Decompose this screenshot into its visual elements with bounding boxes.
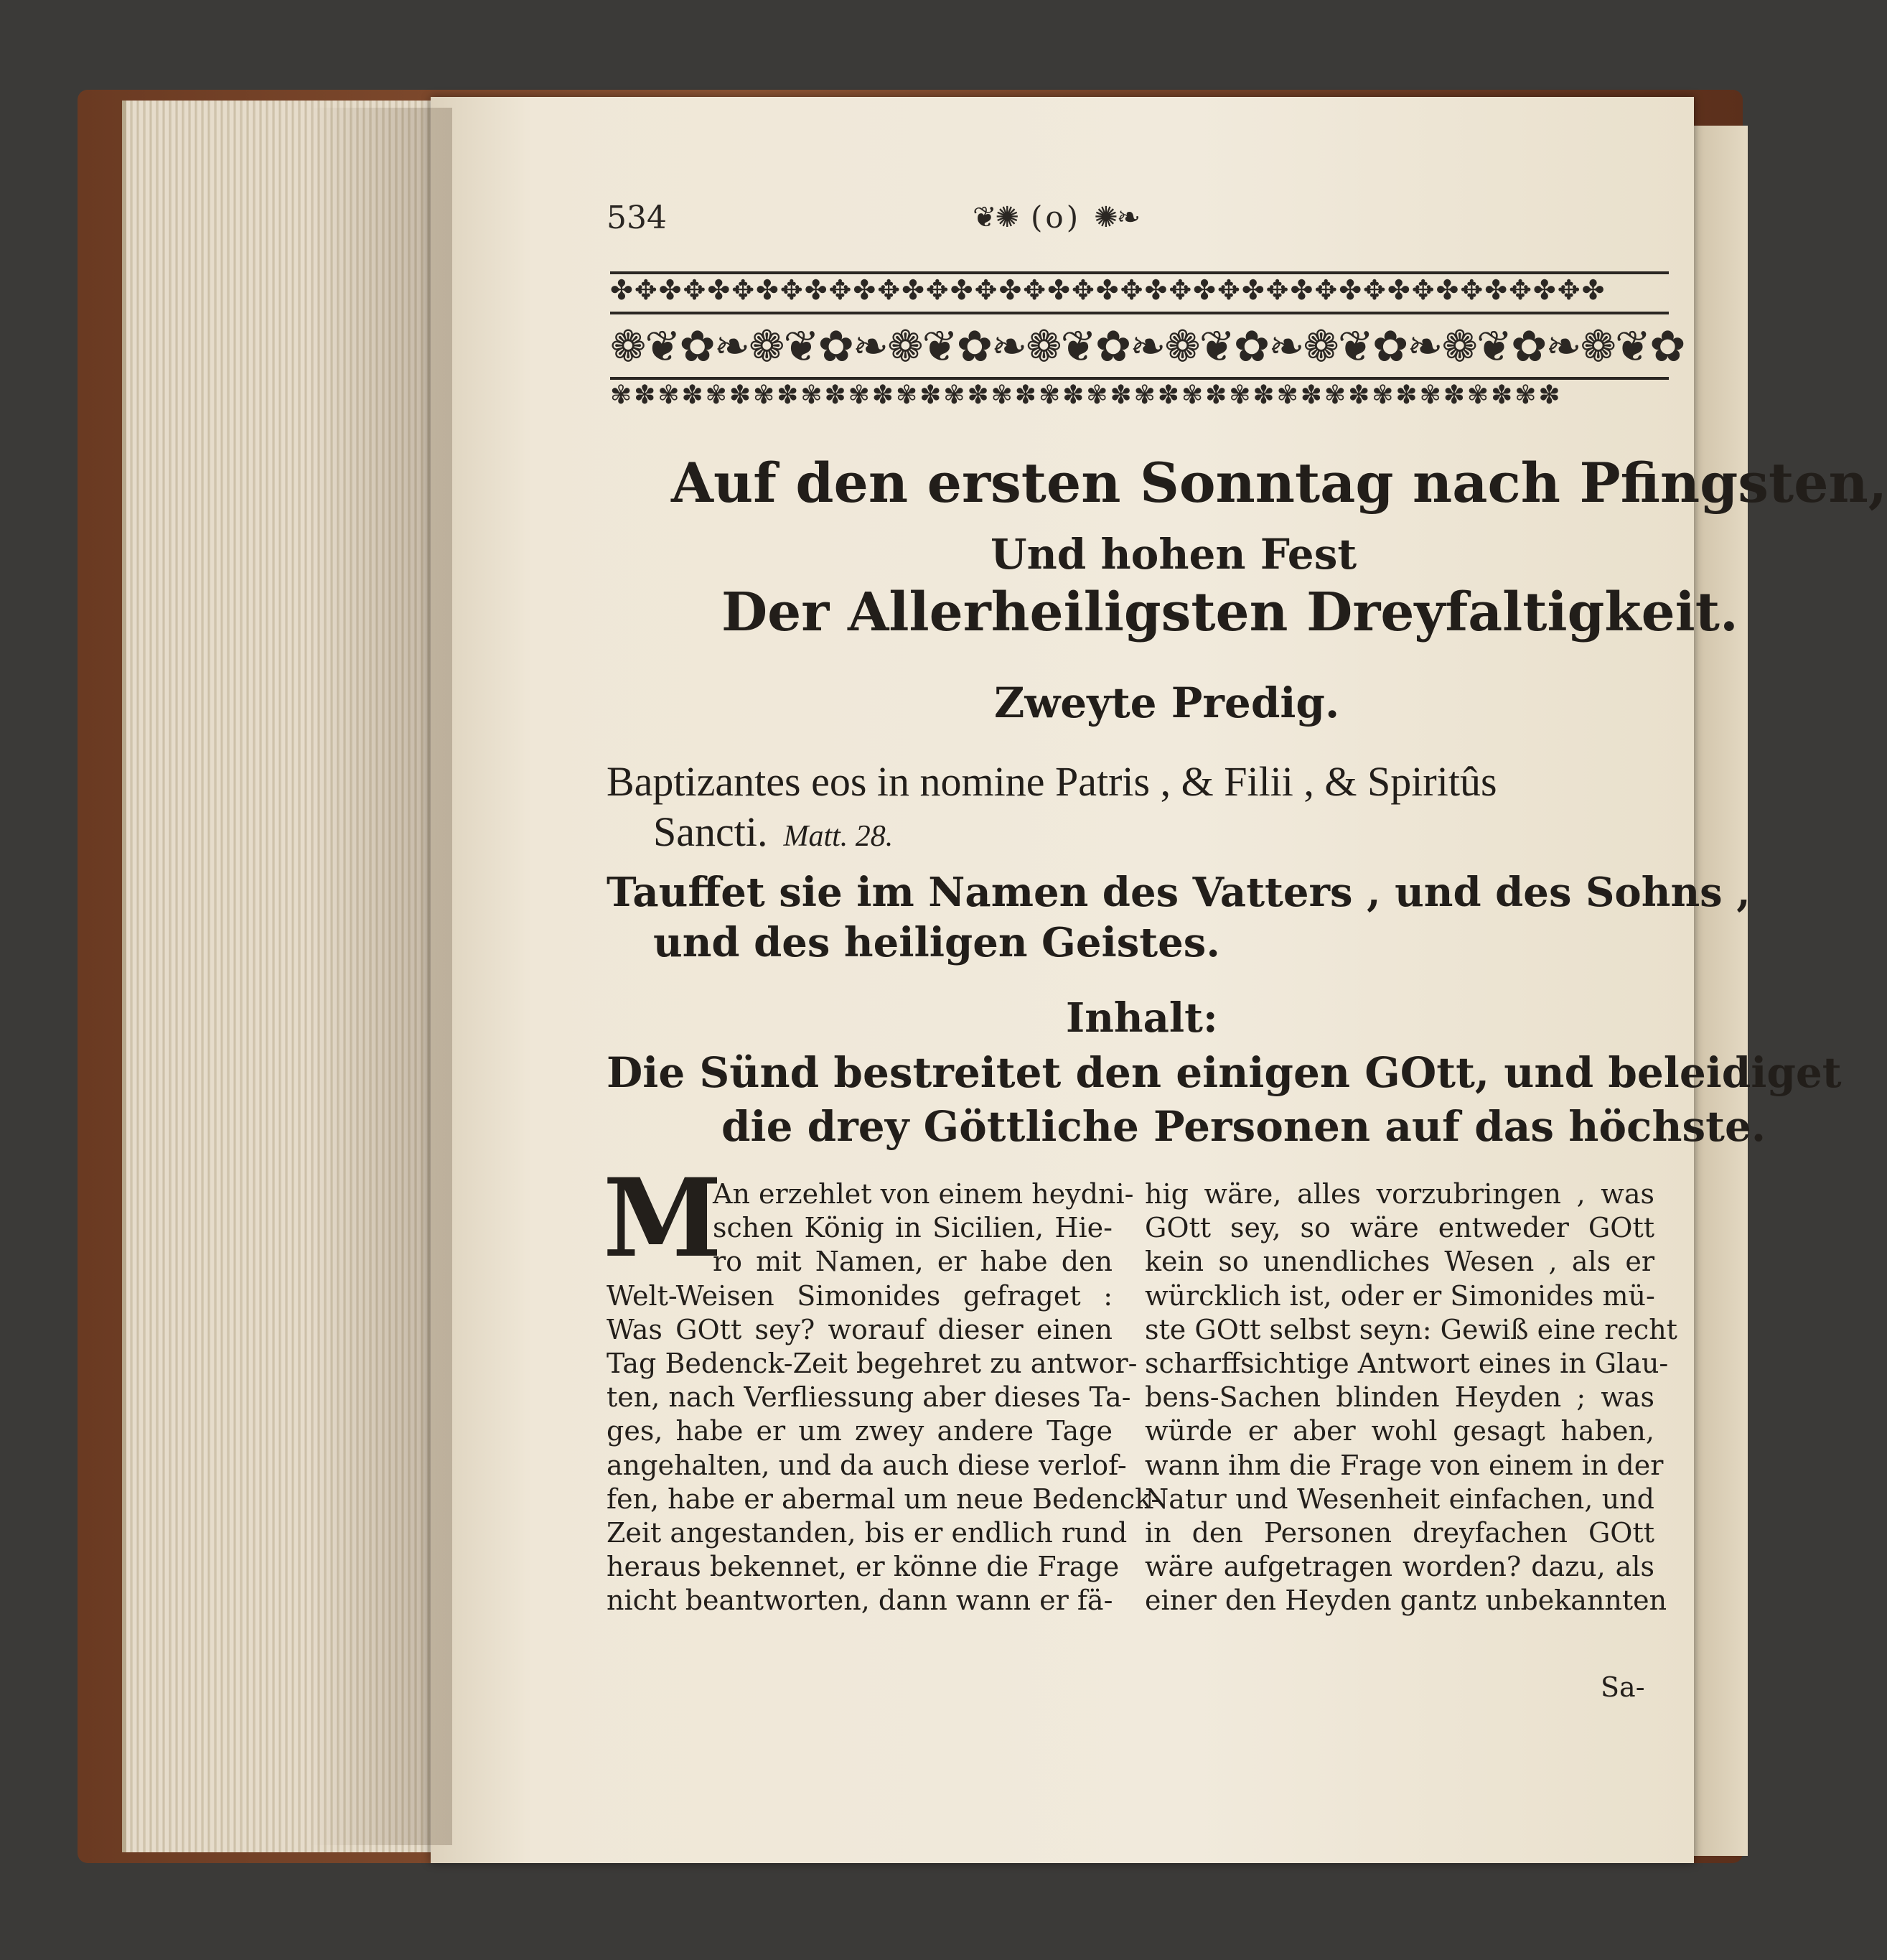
- catchword: Sa-: [1601, 1671, 1645, 1703]
- running-head: [973, 200, 1303, 235]
- text-line: ste GOtt selbst seyn: Gewiß eine recht: [1145, 1313, 1677, 1345]
- sermon-number: Zweyte Predig.: [994, 678, 1340, 727]
- text-line: fen, habe er abermal um neue Bedenck-: [607, 1483, 1161, 1515]
- text-line: heraus bekennet, er könne die Frage: [607, 1551, 1120, 1583]
- text-line: angehalten, und da auch diese verlof-: [607, 1449, 1127, 1481]
- text-line: Tag Bedenck-Zeit begehret zu antwor-: [607, 1347, 1138, 1379]
- text-line: GOtt sey, so wäre entweder GOtt: [1145, 1212, 1654, 1244]
- ornament-band-floral-icon: ❁❦✿❧❁❦✿❧❁❦✿❧❁❦✿❧❁❦✿❧❁❦✿❧❁❦✿❧❁❦✿: [610, 322, 1685, 372]
- latin-verse-line-1: Baptizantes eos in nomine Patris , & Filii , & Spiritûs: [607, 758, 1497, 805]
- running-head-text: (o): [1031, 200, 1082, 235]
- text-line: nicht beantworten, dann wann er fä-: [607, 1585, 1113, 1617]
- text-line: bens-Sachen blinden Heyden ; was: [1145, 1381, 1654, 1414]
- text-line: Natur und Wesenheit einfachen, und: [1145, 1483, 1654, 1515]
- text-line: wann ihm die Frage von einem in der: [1145, 1449, 1664, 1481]
- heading-line-1: Auf den ersten Sonntag nach Pfingsten,: [671, 451, 1887, 515]
- text-line: Welt-Weisen Simonides gefraget :: [607, 1279, 1113, 1312]
- latin-verse-line-2: [653, 808, 893, 856]
- text-line: würcklich ist, oder er Simonides mü-: [1145, 1279, 1655, 1312]
- scripture-citation: Matt. 28.: [783, 820, 894, 853]
- facing-page-edge: [1690, 126, 1748, 1856]
- summary-line-1: Die Sünd bestreitet den einigen GOtt, und beleidiget: [607, 1048, 1842, 1097]
- text-line: scharffsichtige Antwort eines in Glau-: [1145, 1347, 1669, 1379]
- summary-line-2: die drey Göttliche Personen auf das höchste.: [721, 1102, 1766, 1151]
- text-line: ten, nach Verfliessung aber dieses Ta-: [607, 1381, 1131, 1414]
- text-line: ges, habe er um zwey andere Tage: [607, 1415, 1113, 1447]
- text-line: wäre aufgetragen worden? dazu, als: [1145, 1551, 1654, 1583]
- text-column-left: [607, 1177, 1161, 1618]
- text-line: in den Personen dreyfachen GOtt: [1145, 1516, 1654, 1549]
- gutter-shadow: [309, 108, 452, 1845]
- text-line: hig wäre, alles vorzubringen , was: [1145, 1178, 1654, 1210]
- ornament-left-icon: ❦✺: [973, 200, 1019, 234]
- heading-line-3: Der Allerheiligsten Dreyfaltigkeit.: [721, 582, 1738, 643]
- heading-line-2: Und hohen Fest: [991, 530, 1357, 579]
- contents-label: Inhalt:: [1066, 994, 1218, 1042]
- text-line: würde er aber wohl gesagt haben,: [1145, 1415, 1654, 1447]
- drop-cap: M: [603, 1155, 723, 1282]
- text-column-right: [1145, 1177, 1677, 1618]
- ornament-right-icon: ✺❧: [1094, 200, 1140, 234]
- text-line: kein so unendliches Wesen , als er: [1145, 1246, 1654, 1278]
- ornament-band-bottom-icon: ✾✽✾✽✾✽✾✽✾✽✾✽✾✽✾✽✾✽✾✽✾✽✾✽✾✽✾✽✾✽✾✽✾✽✾✽✾✽✾✽: [610, 377, 1669, 413]
- text-line: An erzehlet von einem heydni-: [713, 1178, 1134, 1210]
- text-line: einer den Heyden gantz unbekannten: [1145, 1585, 1667, 1617]
- text-line: Was GOtt sey? worauf dieser einen: [607, 1313, 1113, 1345]
- german-verse-line-1: Tauffet sie im Namen des Vatters , und des Sohns ,: [607, 869, 1751, 916]
- text-line: ro mit Namen, er habe den: [713, 1246, 1113, 1278]
- page-number: 534: [607, 200, 667, 236]
- latin-verse-end: Sancti.: [653, 808, 768, 855]
- ornament-band-top-icon: ✤✥✤✥✤✥✤✥✤✥✤✥✤✥✤✥✤✥✤✥✤✥✤✥✤✥✤✥✤✥✤✥✤✥✤✥✤✥✤✥✤: [610, 271, 1669, 314]
- text-line: Zeit angestanden, bis er endlich rund: [607, 1516, 1128, 1549]
- text-line: schen König in Sicilien, Hie-: [713, 1212, 1113, 1244]
- german-verse-line-2: und des heiligen Geistes.: [653, 919, 1220, 966]
